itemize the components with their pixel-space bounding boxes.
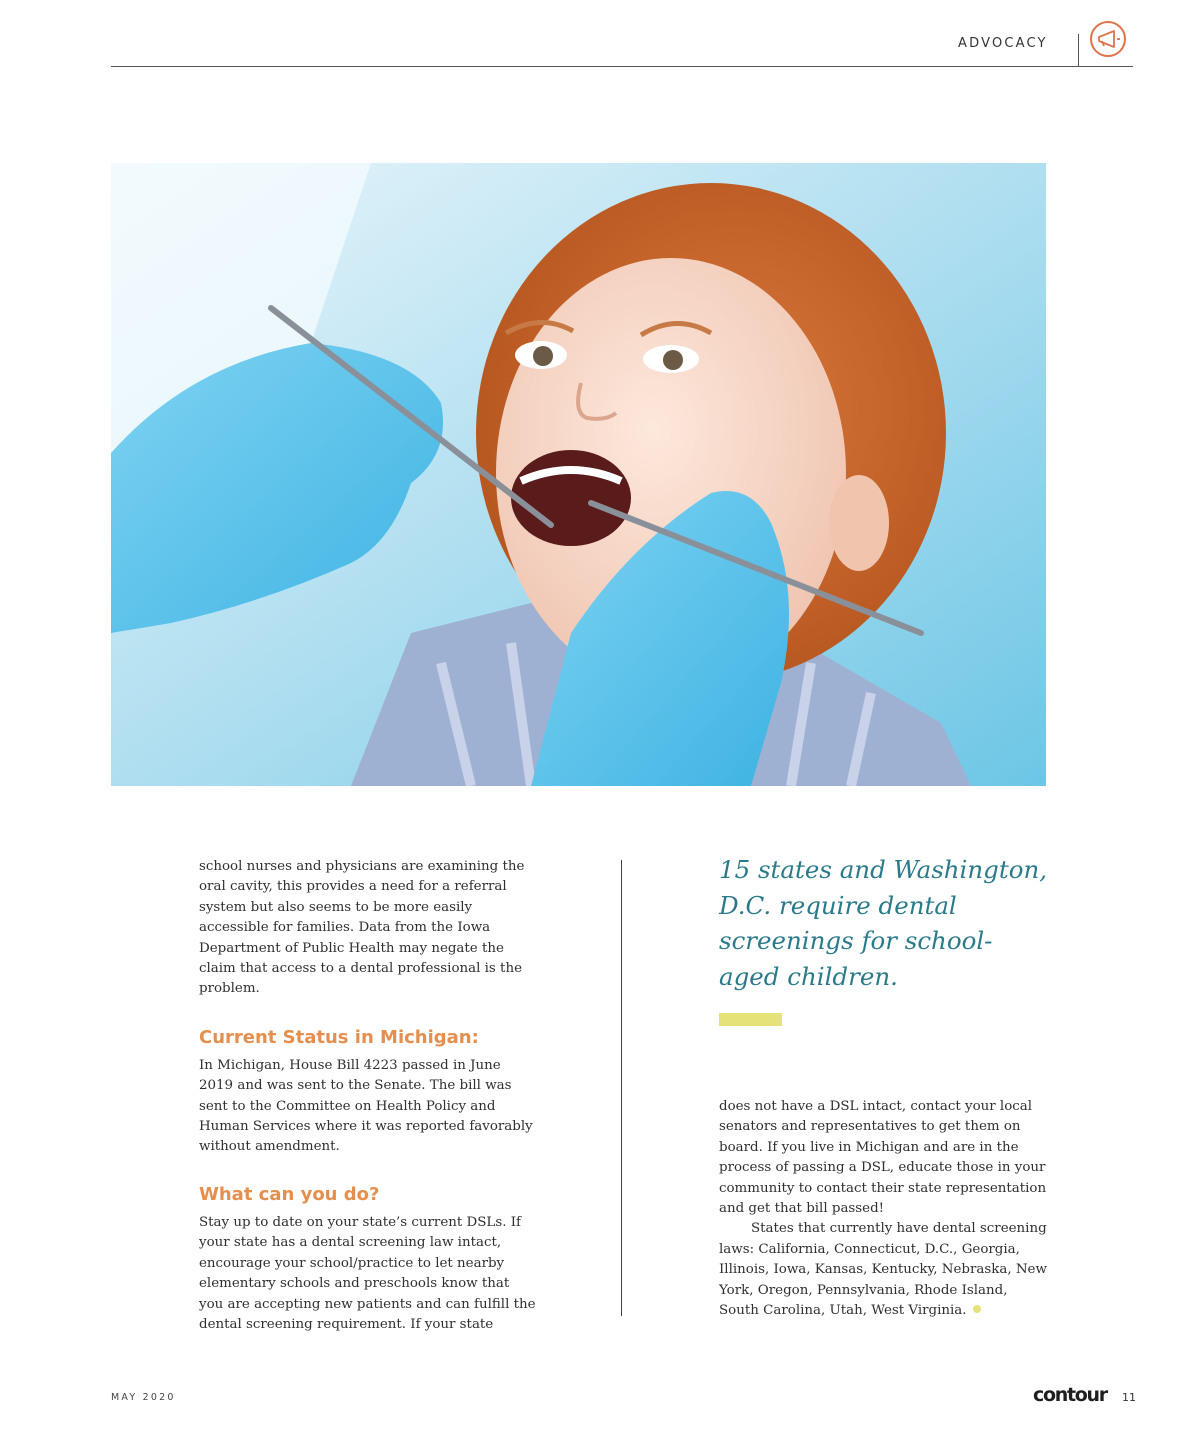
pull-quote-bar [719,1013,782,1026]
pull-quote: 15 states and Washington, D.C. require dental screenings for school-aged children. [719,855,1048,991]
page-number: 11 [1122,1391,1136,1404]
contour-logo: contour [1033,1384,1107,1406]
left-column [199,857,537,1335]
dental-exam-photo [111,163,1046,786]
section-label: ADVOCACY [958,36,1048,51]
michigan-paragraph: In Michigan, House Bill 4223 passed in June 2019 and was sent to the Senate. The bill was sent to the Committee on Health Policy and Human Services where it was reported favorably without amendment. [199,1057,533,1155]
right-column [719,1097,1049,1321]
issue-date: MAY 2020 [111,1392,176,1403]
header-divider [1078,34,1079,67]
header-rule [111,66,1133,67]
megaphone-icon [1089,20,1127,58]
michigan-heading: Current Status in Michigan: [199,1026,479,1048]
column-divider [621,860,622,1316]
continuation-paragraph: does not have a DSL intact, contact your local senators and representatives to get them on board. If you live in Michigan and are in the process of passing a DSL, educate those in your community to contact their state representation and get that bill passed! [719,1099,1047,1217]
action-paragraph: Stay up to date on your state’s current DSLs. If your state has a dental screening law intact, encourage your school/practice to let nearby elementary schools and preschools know that you are accepting new patients and can fulfill the dental screening requirement. If your state [199,1214,536,1332]
intro-paragraph: school nurses and physicians are examining the oral cavity, this provides a need for a referral system but also seems to be more easily accessible for families. Data from the Iowa Department of Public Health may negate the claim that access to a dental professional is the problem. [199,859,525,997]
end-mark [973,1305,981,1313]
states-list-text: States that currently have dental screening laws: California, Connecticut, D.C., Georgia, Illinois, Iowa, Kansas, Kentucky, Nebraska, New York, Oregon, Pennsylvania, Rhode Island, South Carolina, Utah, West Virginia. [719,1221,1047,1319]
states-paragraph [719,1219,1049,1321]
action-heading: What can you do? [199,1183,380,1205]
photo-illustration [111,163,1046,786]
